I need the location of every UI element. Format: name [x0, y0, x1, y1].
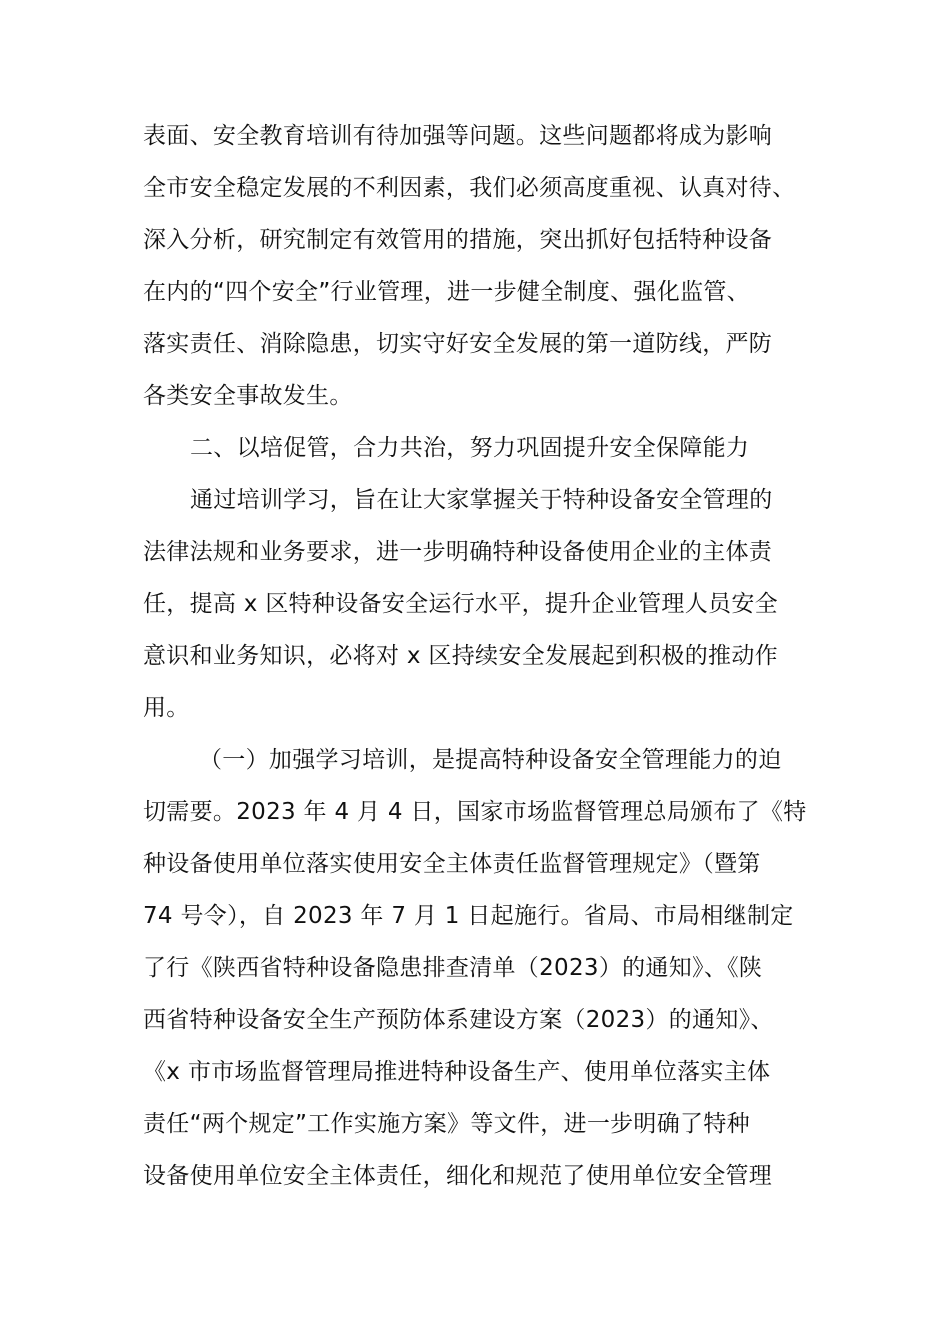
text-line: 全市安全稳定发展的不利因素，我们必须高度重视、认真对待、	[143, 175, 796, 201]
text-line: 意识和业务知识，必将对 x 区持续安全发展起到积极的推动作	[143, 643, 778, 669]
text-line: 法律法规和业务要求，进一步明确特种设备使用企业的主体责	[143, 539, 773, 565]
text-line: 在内的“四个安全”行业管理，进一步健全制度、强化监管、	[143, 279, 750, 305]
text-line: 表面、安全教育培训有待加强等问题。这些问题都将成为影响	[143, 123, 773, 149]
text-line: 了行《陕西省特种设备隐患排查清单（2023）的通知》、《陕	[143, 955, 763, 981]
text-line: 西省特种设备安全生产预防体系建设方案（2023）的通知》、	[143, 1007, 774, 1033]
text-line: 深入分析，研究制定有效管用的措施，突出抓好包括特种设备	[143, 227, 773, 253]
text-line: 通过培训学习，旨在让大家掌握关于特种设备安全管理的	[190, 487, 773, 513]
subsection-heading: （一）加强学习培训，是提高特种设备安全管理能力的迫	[199, 747, 782, 773]
section-heading: 二、以培促管，合力共治，努力巩固提升安全保障能力	[190, 435, 750, 461]
text-line: 74 号令），自 2023 年 7 月 1 日起施行。省局、市局相继制定	[143, 903, 794, 929]
text-line: 落实责任、消除隐患，切实守好安全发展的第一道防线，严防	[143, 331, 773, 357]
text-line: 责任“两个规定”工作实施方案》等文件，进一步明确了特种	[143, 1111, 750, 1137]
text-line: 切需要。2023 年 4 月 4 日，国家市场监督管理总局颁布了《特	[143, 799, 807, 825]
text-line: 各类安全事故发生。	[143, 383, 353, 409]
text-line: 任，提高 x 区特种设备安全运行水平，提升企业管理人员安全	[143, 591, 778, 617]
text-line: 《x 市市场监督管理局推进特种设备生产、使用单位落实主体	[143, 1059, 771, 1085]
text-line: 种设备使用单位落实使用安全主体责任监督管理规定》（暨第	[143, 851, 761, 877]
text-line: 设备使用单位安全主体责任，细化和规范了使用单位安全管理	[143, 1163, 773, 1189]
text-line: 用。	[143, 695, 190, 721]
